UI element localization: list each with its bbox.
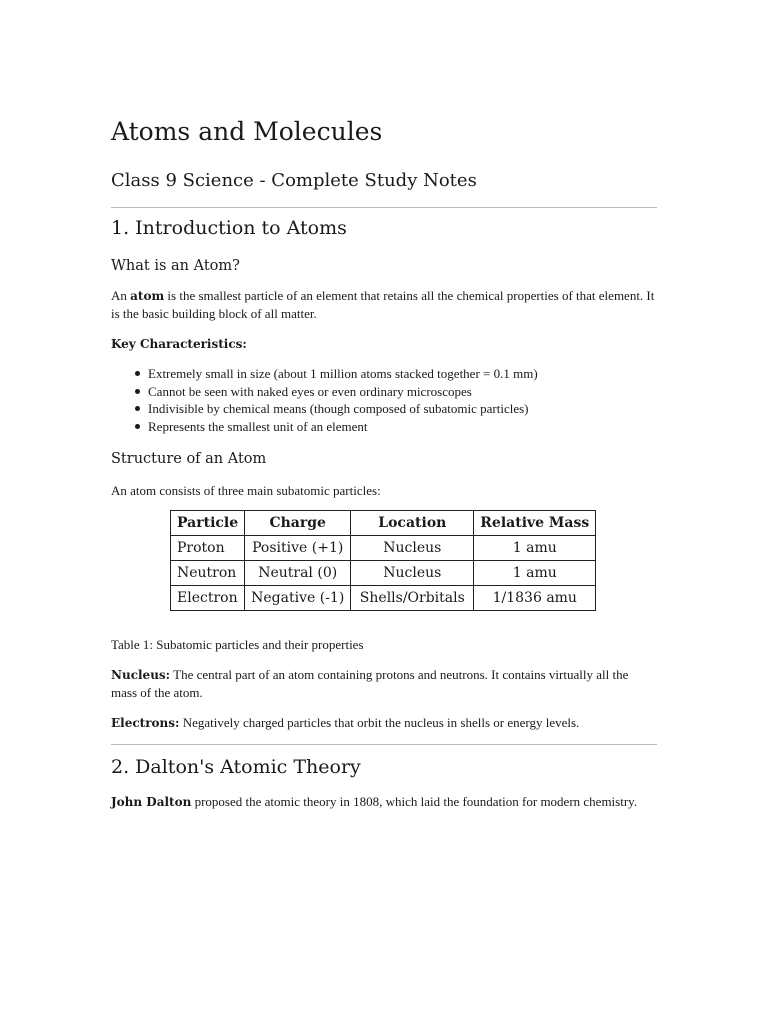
table-cell: 1/1836 amu [474,586,596,611]
subatomic-particles-table [170,510,596,611]
list-item: Represents the smallest unit of an element [111,418,538,436]
subheading-what-is-atom: What is an Atom? [111,258,240,274]
table-cell: Nucleus [351,536,474,561]
table-cell: Shells/Orbitals [351,586,474,611]
list-item: Cannot be seen with naked eyes or even ordinary microscopes [111,383,538,401]
table-cell: Neutron [171,561,245,586]
table-cell: Proton [171,536,245,561]
dalton-paragraph [111,793,657,811]
column-header-particle: Particle [171,511,245,536]
section-divider [111,744,657,745]
atom-definition-paragraph [111,287,657,322]
table-cell: Nucleus [351,561,474,586]
section-heading-dalton: 2. Dalton's Atomic Theory [111,756,361,778]
electrons-label: Electrons: [111,716,180,730]
characteristics-list [111,365,538,436]
table-row [171,536,596,561]
table-cell: Positive (+1) [245,536,351,561]
nucleus-text: The central part of an atom containing protons and neutrons. It contains virtually all the mass of the atom. [111,667,629,700]
document-subtitle: Class 9 Science - Complete Study Notes [111,170,477,191]
dalton-name: John Dalton [111,795,192,809]
column-header-charge: Charge [245,511,351,536]
section-heading-introduction: 1. Introduction to Atoms [111,217,347,239]
key-characteristics-label-line [111,335,657,353]
table-cell: 1 amu [474,561,596,586]
atom-definition-text: is the smallest particle of an element that retains all the chemical properties of that element. It is the basic building block of all matter. [111,288,655,321]
table-header-row [171,511,596,536]
column-header-location: Location [351,511,474,536]
table-caption: Table 1: Subatomic particles and their properties [111,637,364,652]
atom-term: atom [130,289,165,303]
list-item: Extremely small in size (about 1 million atoms stacked together = 0.1 mm) [111,365,538,383]
key-characteristics-label: Key Characteristics: [111,337,247,351]
table-cell: 1 amu [474,536,596,561]
table-cell: Electron [171,586,245,611]
table-row [171,586,596,611]
atom-definition-prefix: An [111,288,131,303]
table-row [171,561,596,586]
table-cell: Negative (-1) [245,586,351,611]
list-item: Indivisible by chemical means (though composed of subatomic particles) [111,400,538,418]
electrons-text: Negatively charged particles that orbit the nucleus in shells or energy levels. [179,715,580,730]
subheading-structure-of-atom: Structure of an Atom [111,451,267,467]
nucleus-label: Nucleus: [111,668,171,682]
document-title: Atoms and Molecules [111,117,383,146]
column-header-relative-mass: Relative Mass [474,511,596,536]
structure-intro: An atom consists of three main subatomic particles: [111,483,381,498]
table-cell: Neutral (0) [245,561,351,586]
dalton-text: proposed the atomic theory in 1808, which laid the foundation for modern chemistry. [191,794,638,809]
electrons-paragraph [111,714,657,732]
section-divider [111,207,657,208]
nucleus-paragraph [111,666,657,701]
